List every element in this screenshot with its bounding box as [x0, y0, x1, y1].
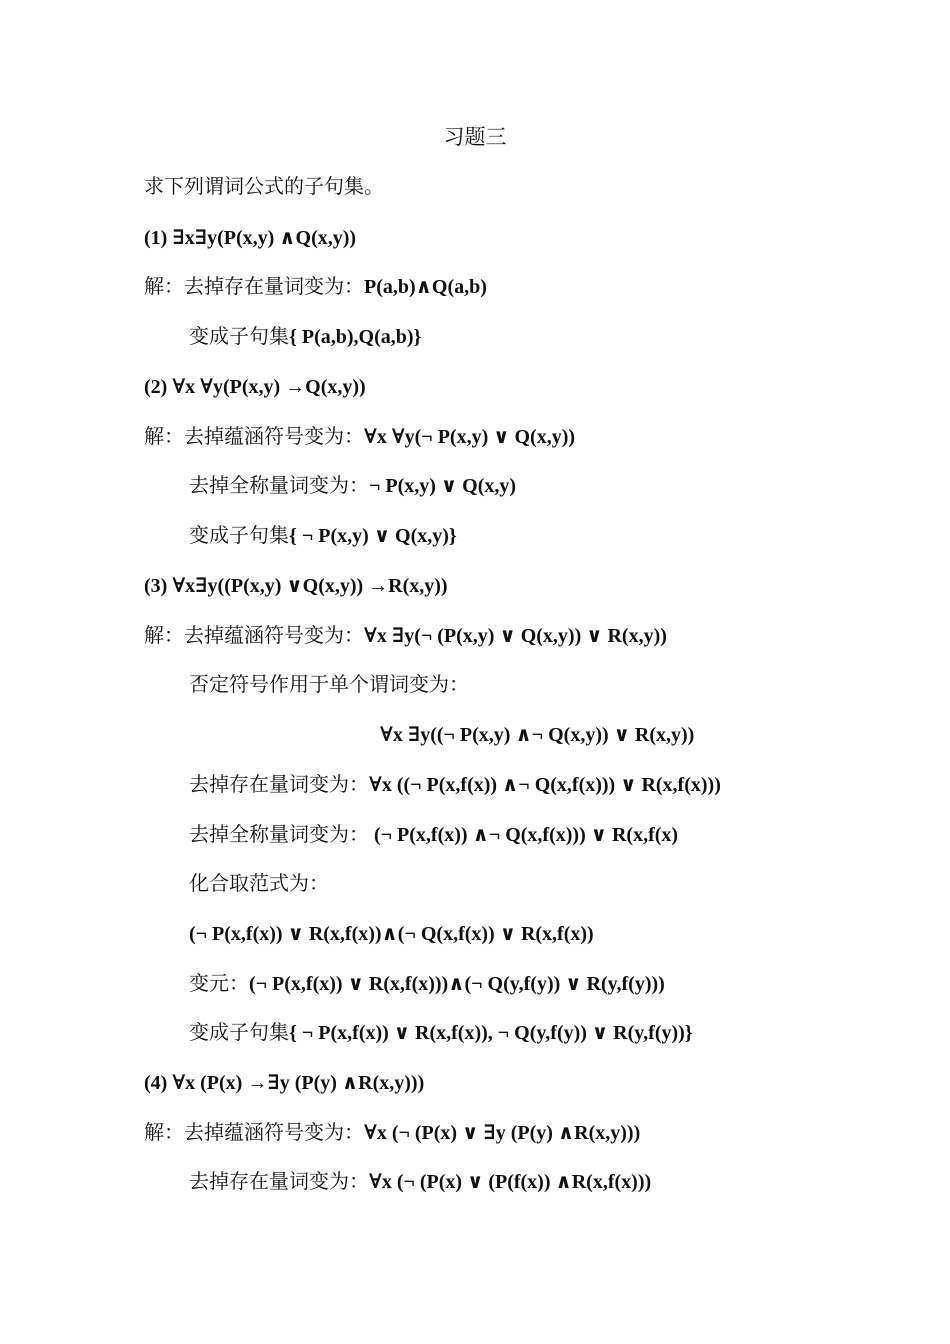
solution-line: [144, 620, 667, 651]
problem-2-formula: (2) ∀x ∀y(P(x,y) →Q(x,y)): [144, 376, 366, 398]
solution-line: [144, 1117, 640, 1148]
solution-line: [189, 819, 678, 850]
solution-label: 变成子句集: [189, 324, 289, 348]
solution-label: 解：去掉存在量词变为：: [144, 274, 364, 298]
solution-label: 解：去掉蕴涵符号变为：: [144, 623, 364, 647]
problem-4-formula: (4) ∀x (P(x) →∃y (P(y) ∧R(x,y))): [144, 1072, 425, 1094]
solution-formula: ∀x ∀y(¬ P(x,y) ∨ Q(x,y)): [364, 426, 576, 448]
solution-label: 否定符号作用于单个谓词变为：: [189, 672, 469, 696]
problem-3-formula: (3) ∀x∃y((P(x,y) ∨Q(x,y)) →R(x,y)): [144, 575, 448, 597]
solution-label: 变成子句集: [189, 1020, 289, 1044]
solution-line: [189, 669, 469, 699]
intro-text: [144, 171, 384, 201]
solution-formula: (¬ P(x,f(x)) ∧¬ Q(x,f(x))) ∨ R(x,f(x): [369, 824, 679, 846]
solution-formula: ∀x ∃y((¬ P(x,y) ∧¬ Q(x,y)) ∨ R(x,y)): [380, 724, 695, 746]
problem-2-line: [144, 371, 366, 402]
problem-1-line: [144, 222, 356, 253]
solution-label: 去掉全称量词变为：: [189, 473, 369, 497]
solution-label: 去掉存在量词变为：: [189, 1169, 369, 1193]
solution-formula: { ¬ P(x,y) ∨ Q(x,y)}: [289, 525, 457, 547]
solution-formula: P(a,b)∧Q(a,b): [364, 276, 487, 298]
solution-line: [144, 421, 575, 452]
solution-formula: ¬ P(x,y) ∨ Q(x,y): [369, 475, 517, 497]
solution-formula: ∀x ∃y(¬ (P(x,y) ∨ Q(x,y)) ∨ R(x,y)): [364, 625, 667, 647]
solution-line: [189, 321, 421, 352]
solution-formula: (¬ P(x,f(x)) ∨ R(x,f(x)))∧(¬ Q(y,f(y)) ∨ R(y,f(y))): [249, 973, 665, 995]
intro-label: 求下列谓词公式的子句集。: [144, 174, 384, 198]
solution-line: [144, 271, 487, 302]
solution-label: 化合取范式为：: [189, 871, 329, 895]
solution-formula: ∀x ((¬ P(x,f(x)) ∧¬ Q(x,f(x))) ∨ R(x,f(x))): [369, 774, 721, 796]
solution-line: [189, 1017, 693, 1048]
problem-1-formula: (1) ∃x∃y(P(x,y) ∧Q(x,y)): [144, 227, 357, 249]
solution-formula: { P(a,b),Q(a,b)}: [289, 326, 422, 348]
solution-label: 去掉存在量词变为：: [189, 772, 369, 796]
solution-label: 解：去掉蕴涵符号变为：: [144, 1120, 364, 1144]
solution-formula: (¬ P(x,f(x)) ∨ R(x,f(x))∧(¬ Q(x,f(x)) ∨ R(x,f(x)): [189, 923, 594, 945]
solution-line: [189, 769, 721, 800]
solution-label: 变元：: [189, 971, 249, 995]
solution-line: [189, 1166, 651, 1197]
solution-label: 变成子句集: [189, 523, 289, 547]
page-title: 习题三: [443, 125, 507, 149]
problem-4-line: [144, 1067, 424, 1098]
solution-formula: { ¬ P(x,f(x)) ∨ R(x,f(x)), ¬ Q(y,f(y)) ∨ R(y,f(y))}: [289, 1022, 693, 1044]
solution-formula: ∀x (¬ (P(x) ∨ ∃y (P(y) ∧R(x,y))): [364, 1122, 641, 1144]
solution-line: [189, 918, 594, 949]
solution-line: [189, 968, 665, 999]
solution-label: 解：去掉蕴涵符号变为：: [144, 424, 364, 448]
problem-3-line: [144, 570, 448, 601]
solution-label: 去掉全称量词变为：: [189, 822, 369, 846]
solution-formula: ∀x (¬ (P(x) ∨ (P(f(x)) ∧R(x,f(x))): [369, 1171, 652, 1193]
solution-line: [189, 868, 329, 898]
solution-line: [189, 470, 516, 501]
solution-line: [189, 520, 457, 551]
solution-line: [380, 719, 694, 750]
